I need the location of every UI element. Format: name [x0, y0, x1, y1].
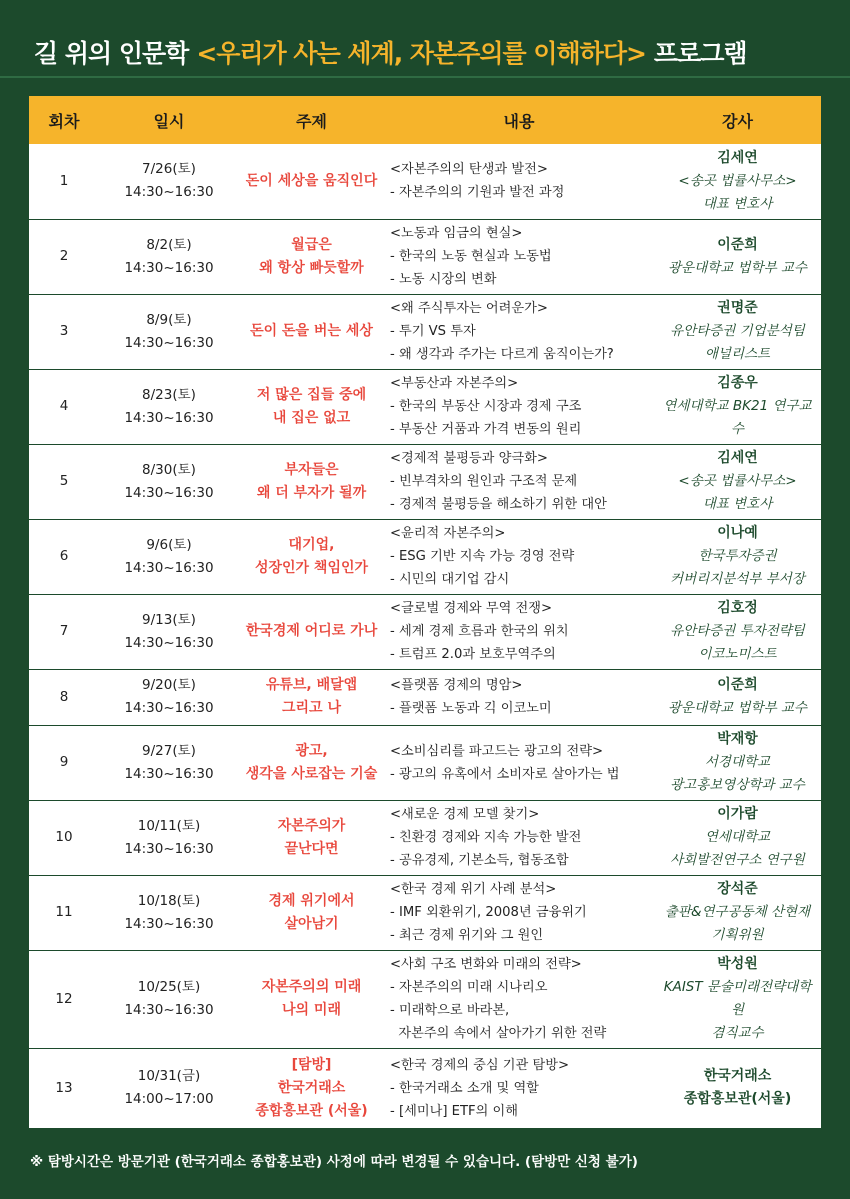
date-time: 14:30~16:30: [124, 559, 214, 576]
round-number: 12: [29, 950, 99, 1048]
session-content: [384, 444, 654, 519]
date-day: 7/26(토): [142, 161, 196, 178]
content-line: - 한국의 부동산 시장과 경제 구조: [390, 399, 582, 414]
content-line: - 광고의 유혹에서 소비자로 살아가는 법: [390, 766, 620, 782]
lecturer-affiliation: 사회발전연구소 연구원: [670, 852, 805, 868]
lecturer-affiliation: 광운대학교 법학부 교수: [668, 259, 807, 276]
session-content: [384, 725, 654, 800]
content-line: - 경제적 불평등을 해소하기 위한 대안: [390, 497, 607, 512]
session-date: [99, 219, 239, 294]
content-line: - 플랫폼 노동과 긱 이코노미: [390, 701, 552, 716]
date-time: 14:30~16:30: [124, 700, 214, 716]
content-line: - 자본주의의 미래 시나리오: [390, 980, 548, 995]
table-row: [29, 369, 821, 444]
lecturer: [654, 725, 821, 800]
table-row: [29, 800, 821, 875]
topic-line: 돈이 돈을 버는 세상: [250, 323, 373, 339]
lecturer-affiliation: 대표 변호사: [702, 496, 773, 512]
round-number: 5: [29, 444, 99, 519]
topic-line: 나의 미래: [282, 1002, 341, 1018]
content-line: <왜 주식투자는 어려운가>: [390, 301, 548, 316]
date-time: 14:30~16:30: [124, 1002, 214, 1018]
round-number: 3: [29, 294, 99, 369]
lecturer-name: 이준희: [717, 236, 758, 253]
content-line: - 한국의 노동 현실과 노동법: [390, 249, 552, 264]
lecturer: [654, 594, 821, 669]
lecturer-affiliation: 서경대학교: [704, 754, 771, 770]
column-header-lecturer: 강사: [654, 96, 821, 144]
lecturer-name: 이가람: [717, 806, 758, 822]
content-line: <글로벌 경제와 무역 전쟁>: [390, 601, 553, 616]
content-line: <플랫폼 경제의 명암>: [390, 678, 523, 693]
topic-line: 한국경제 어디로 가나: [245, 623, 378, 639]
content-line: - 공유경제, 기본소득, 협동조합: [390, 853, 569, 868]
content-line: - 시민의 대기업 감시: [390, 572, 510, 587]
topic-line: 성장인가 책임인가: [254, 559, 369, 576]
title-accent: <우리가 사는 세계, 자본주의를 이해하다>: [196, 39, 646, 68]
table-row: [29, 669, 821, 725]
date-day: 10/18(토): [137, 892, 201, 909]
lecturer-affiliation: 광고홍보영상학과 교수: [670, 777, 805, 793]
session-topic: [239, 800, 384, 875]
table-row: [29, 219, 821, 294]
lecturer-affiliation: 기획위원: [711, 927, 764, 943]
content-line: - ESG 기반 지속 가능 경영 전략: [390, 549, 575, 564]
session-date: [99, 875, 239, 950]
round-number: 2: [29, 219, 99, 294]
lecturer-affiliation: 유안타증권 기업분석팀: [670, 323, 805, 339]
date-day: 9/6(토): [146, 536, 192, 553]
content-line: - 세계 경제 흐름과 한국의 위치: [390, 624, 569, 639]
content-line: - 부동산 거품과 가격 변동의 원리: [390, 422, 582, 437]
content-line: <노동과 임금의 현실>: [390, 226, 523, 241]
date-day: 9/27(토): [142, 742, 196, 759]
lecturer-name: 박재항: [717, 731, 758, 747]
session-content: [384, 875, 654, 950]
date-day: 8/30(토): [142, 461, 196, 478]
session-date: [99, 144, 239, 219]
topic-line: [탐방]: [291, 1056, 332, 1073]
session-date: [99, 444, 239, 519]
lecturer: [654, 369, 821, 444]
content-line: - 한국거래소 소개 및 역할: [390, 1080, 539, 1096]
topic-line: 자본주의가: [277, 817, 346, 834]
lecturer-affiliation: 연세대학교 BK21 연구교수: [663, 398, 812, 437]
content-line: 자본주의 속에서 살아가기 위한 전략: [390, 1026, 607, 1041]
column-header-round: 회차: [29, 96, 99, 144]
lecturer-name: 한국거래소: [703, 1068, 772, 1085]
content-line: <새로운 경제 모델 찾기>: [390, 807, 540, 822]
lecturer: [654, 800, 821, 875]
lecturer-affiliation: 유안타증권 투자전략팀: [670, 623, 805, 639]
lecturer: [654, 519, 821, 594]
table-row: [29, 294, 821, 369]
table-row: [29, 1048, 821, 1128]
session-date: [99, 725, 239, 800]
session-content: [384, 144, 654, 219]
date-time: 14:30~16:30: [124, 765, 214, 782]
session-topic: [239, 294, 384, 369]
session-topic: [239, 519, 384, 594]
column-header-topic: 주제: [239, 96, 384, 144]
round-number: 4: [29, 369, 99, 444]
session-date: [99, 519, 239, 594]
topic-line: 그리고 나: [282, 700, 341, 716]
lecturer-affiliation: <송곳 법률사무소>: [678, 172, 797, 189]
round-number: 1: [29, 144, 99, 219]
date-day: 10/11(토): [137, 817, 201, 834]
session-date: [99, 669, 239, 725]
content-line: <한국 경제 위기 사례 분석>: [390, 882, 557, 897]
date-day: 10/25(토): [137, 979, 201, 995]
lecturer: [654, 1048, 821, 1128]
footnote: ※ 탐방시간은 방문기관 (한국거래소 종합홍보관) 사정에 따라 변경될 수 있습니다. (탐방만 신청 불가): [30, 1154, 638, 1170]
session-date: [99, 369, 239, 444]
table-row: [29, 725, 821, 800]
program-table: [29, 96, 821, 1128]
lecturer-name: 장석준: [717, 881, 758, 897]
topic-line: 부자들은: [284, 461, 339, 478]
content-line: - [세미나] ETF의 이해: [390, 1103, 519, 1119]
content-line: - 트럼프 2.0과 보호무역주의: [390, 647, 556, 662]
session-topic: [239, 144, 384, 219]
lecturer: [654, 144, 821, 219]
session-topic: [239, 875, 384, 950]
date-day: 8/2(토): [146, 236, 192, 253]
lecturer-name: 박성원: [717, 956, 758, 972]
lecturer-name: 김세연: [717, 450, 758, 466]
session-topic: [239, 669, 384, 725]
lecturer-name: 이나예: [717, 525, 758, 541]
content-line: <부동산과 자본주의>: [390, 376, 519, 391]
lecturer-affiliation: 연세대학교: [704, 829, 771, 845]
round-number: 13: [55, 1079, 73, 1096]
content-line: <한국 경제의 중심 기관 탐방>: [390, 1057, 569, 1073]
topic-line: 저 많은 집들 중에: [256, 386, 367, 403]
session-topic: [239, 594, 384, 669]
title-bar: [0, 0, 850, 78]
content-line: - 친환경 경제와 지속 가능한 발전: [390, 830, 582, 845]
lecturer-name-line2: 종합홍보관(서울): [683, 1091, 792, 1108]
topic-line: 월급은: [291, 236, 332, 253]
session-content: [384, 950, 654, 1048]
round-number: 8: [29, 669, 99, 725]
topic-line: 광고,: [295, 742, 328, 759]
round-number: 6: [29, 519, 99, 594]
lecturer-affiliation: 출판&연구공동체 산현재: [664, 904, 811, 920]
session-date: [99, 950, 239, 1048]
session-content: [384, 669, 654, 725]
topic-line: 대기업,: [288, 536, 335, 553]
session-topic: [239, 725, 384, 800]
session-content: [384, 219, 654, 294]
lecturer-name: 김종우: [717, 375, 758, 391]
lecturer-name: 이준희: [717, 677, 758, 693]
session-date: [99, 800, 239, 875]
lecturer-affiliation: 대표 변호사: [702, 195, 773, 212]
session-content: [384, 1048, 654, 1128]
session-content: [384, 594, 654, 669]
table-header-row: [29, 96, 821, 144]
topic-line: 한국거래소: [277, 1079, 346, 1096]
page-title: [34, 34, 747, 70]
topic-line: 생각을 사로잡는 기술: [245, 765, 378, 782]
content-line: - 투기 VS 투자: [390, 324, 476, 339]
topic-line: 경제 위기에서: [268, 892, 355, 909]
round-number: 9: [29, 725, 99, 800]
table-row: [29, 950, 821, 1048]
column-header-content: 내용: [384, 96, 654, 144]
session-topic: [239, 444, 384, 519]
topic-line: 돈이 세상을 움직인다: [245, 172, 378, 189]
content-line: - 미래학으로 바라본,: [390, 1003, 510, 1018]
date-time: 14:30~16:30: [124, 634, 214, 651]
session-topic: [239, 1048, 384, 1128]
content-line: - 빈부격차의 원인과 구조적 문제: [390, 474, 578, 489]
lecturer-affiliation: 이코노미스트: [698, 646, 777, 662]
topic-line: 왜 더 부자가 될까: [256, 484, 367, 501]
date-time: 14:30~16:30: [124, 840, 214, 857]
content-line: - 왜 생각과 주가는 다르게 움직이는가?: [390, 347, 614, 362]
table-row: [29, 519, 821, 594]
content-line: - 최근 경제 위기와 그 원인: [390, 928, 544, 943]
session-topic: [239, 369, 384, 444]
table-row: [29, 444, 821, 519]
date-day: 9/13(토): [142, 611, 196, 628]
title-prefix: 길 위의 인문학: [34, 39, 189, 68]
date-time: 14:30~16:30: [124, 484, 214, 501]
content-line: - IMF 외환위기, 2008년 금융위기: [390, 905, 587, 920]
date-time: 14:30~16:30: [124, 409, 214, 426]
content-line: <경제적 불평등과 양극화>: [390, 451, 548, 466]
topic-line: 자본주의의 미래: [261, 979, 362, 995]
lecturer-affiliation: 커버리지분석부 부서장: [670, 571, 805, 587]
session-date: [99, 1048, 239, 1128]
lecturer: [654, 294, 821, 369]
session-content: [384, 294, 654, 369]
content-line: - 노동 시장의 변화: [390, 272, 497, 287]
date-day: 10/31(금): [137, 1068, 201, 1085]
lecturer-name: 김세연: [717, 149, 758, 166]
date-time: 14:30~16:30: [124, 915, 214, 932]
table-body: [29, 144, 821, 1128]
lecturer: [654, 219, 821, 294]
lecturer-affiliation: 한국투자증권: [698, 548, 777, 564]
session-content: [384, 369, 654, 444]
session-content: [384, 800, 654, 875]
round-number: 7: [29, 594, 99, 669]
date-day: 8/23(토): [142, 386, 196, 403]
date-time: 14:30~16:30: [124, 259, 214, 276]
table-row: [29, 594, 821, 669]
topic-line: 살아남기: [284, 915, 339, 932]
topic-line: 왜 항상 빠듯할까: [259, 259, 364, 276]
round-number: 10: [29, 800, 99, 875]
title-suffix: 프로그램: [653, 39, 747, 68]
lecturer-affiliation: 겸직교수: [711, 1025, 764, 1041]
content-line: <소비심리를 파고드는 광고의 전략>: [390, 743, 604, 759]
topic-line: 끝난다면: [284, 840, 339, 857]
session-date: [99, 594, 239, 669]
column-header-date: 일시: [99, 96, 239, 144]
lecturer-name: 권명준: [717, 300, 758, 316]
date-time: 14:30~16:30: [124, 334, 214, 351]
session-content: [384, 519, 654, 594]
lecturer: [654, 444, 821, 519]
program-table-container: [29, 96, 821, 1128]
date-time: 14:30~16:30: [124, 184, 214, 201]
round-number: 11: [29, 875, 99, 950]
lecturer: [654, 950, 821, 1048]
lecturer-affiliation: KAIST 문술미래전략대학원: [663, 979, 812, 1018]
topic-line: 유튜브, 배달앱: [265, 677, 358, 693]
content-line: - 자본주의의 기원과 발전 과정: [390, 185, 565, 201]
date-day: 8/9(토): [146, 311, 192, 328]
lecturer: [654, 669, 821, 725]
lecturer: [654, 875, 821, 950]
lecturer-affiliation: <송곳 법률사무소>: [678, 473, 797, 489]
lecturer-affiliation: 광운대학교 법학부 교수: [668, 700, 807, 716]
content-line: <윤리적 자본주의>: [390, 526, 506, 541]
date-day: 9/20(토): [142, 677, 196, 693]
content-line: <자본주의의 탄생과 발전>: [390, 162, 548, 178]
session-topic: [239, 950, 384, 1048]
lecturer-affiliation: 애널리스트: [704, 346, 771, 362]
topic-line: 종합홍보관 (서울): [255, 1102, 368, 1119]
lecturer-name: 김호정: [717, 600, 758, 616]
session-topic: [239, 219, 384, 294]
table-row: [29, 875, 821, 950]
date-time: 14:00~17:00: [124, 1091, 214, 1108]
topic-line: 내 집은 없고: [272, 409, 351, 426]
table-row: [29, 144, 821, 219]
content-line: <사회 구조 변화와 미래의 전략>: [390, 957, 582, 972]
session-date: [99, 294, 239, 369]
